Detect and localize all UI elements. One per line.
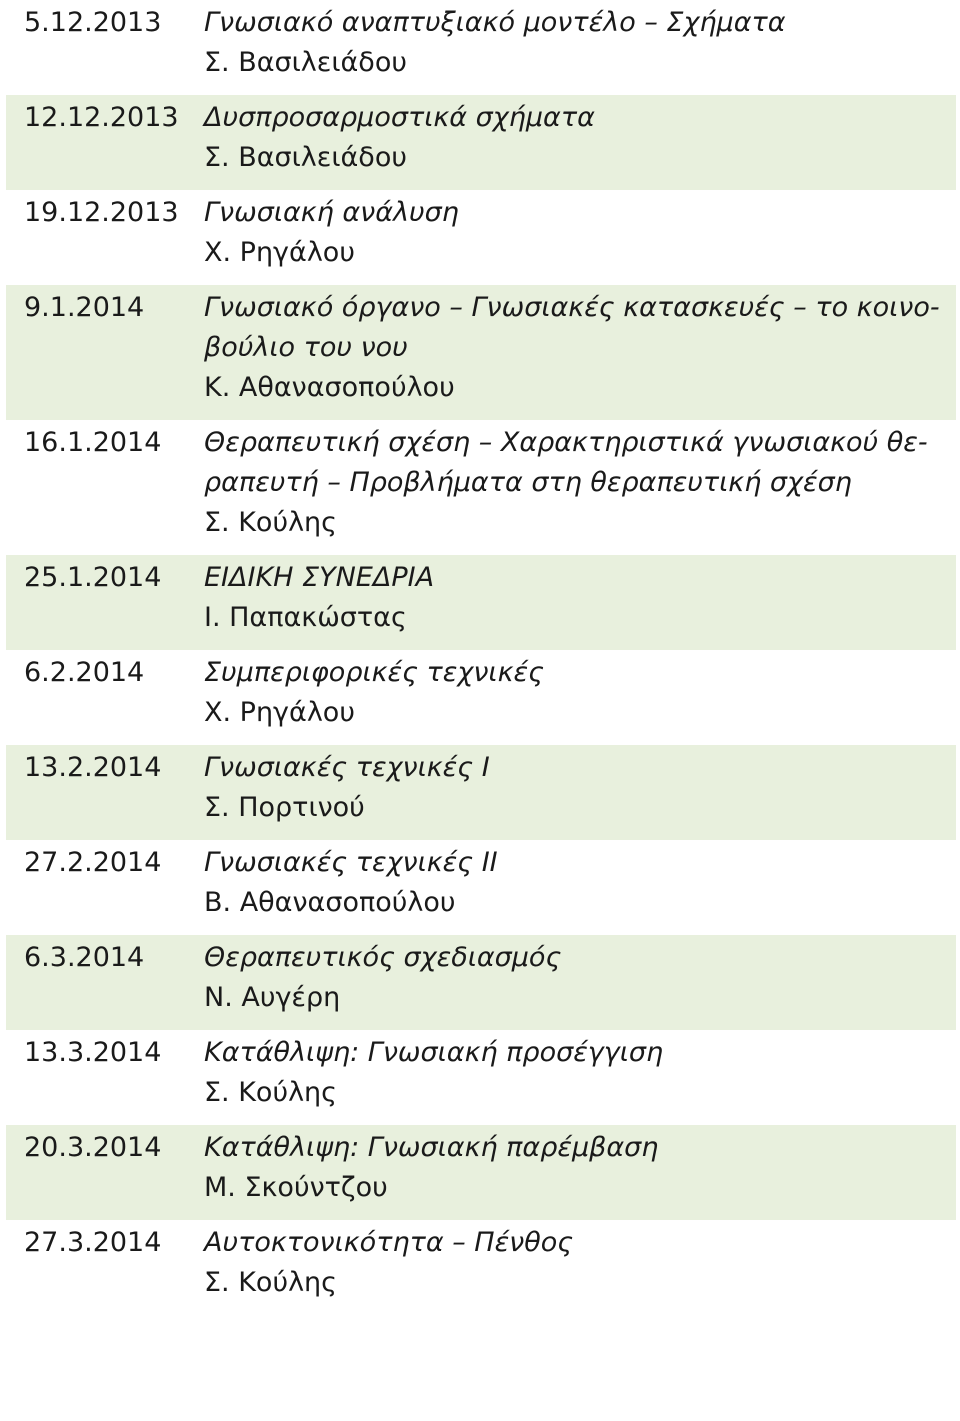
session-date: 19.12.2013	[24, 197, 179, 228]
session-row	[0, 190, 960, 285]
session-title-continued: βούλιο του νου	[204, 332, 408, 363]
session-speaker: Μ. Σκούντζου	[204, 1172, 388, 1203]
session-row	[0, 420, 960, 555]
session-row	[0, 1220, 960, 1315]
session-title: Γνωσιακές τεχνικές ΙΙ	[204, 847, 498, 878]
session-title: Θεραπευτικός σχεδιασμός	[204, 942, 562, 973]
session-date: 13.2.2014	[24, 752, 162, 783]
session-speaker: Β. Αθανασοπούλου	[204, 887, 456, 918]
session-date: 5.12.2013	[24, 7, 162, 38]
session-date: 25.1.2014	[24, 562, 162, 593]
session-speaker: Σ. Κούλης	[204, 1077, 338, 1108]
session-content	[6, 938, 956, 1018]
session-title: Γνωσιακές τεχνικές Ι	[204, 752, 490, 783]
session-speaker: Σ. Κούλης	[204, 1267, 338, 1298]
session-title: Αυτοκτονικότητα – Πένθος	[204, 1227, 574, 1258]
session-title: Θεραπευτική σχέση – Χαρακτηριστικά γνωσιακού θε-	[204, 427, 928, 458]
session-date: 12.12.2013	[24, 102, 179, 133]
session-date: 27.2.2014	[24, 847, 162, 878]
session-row	[6, 935, 956, 1030]
session-row	[6, 285, 956, 420]
session-speaker: Σ. Κούλης	[204, 507, 338, 538]
session-title: Κατάθλιψη: Γνωσιακή προσέγγιση	[204, 1037, 664, 1068]
session-speaker: Ν. Αυγέρη	[204, 982, 341, 1013]
session-row	[6, 1125, 956, 1220]
session-date: 13.3.2014	[24, 1037, 162, 1068]
session-speaker: Σ. Βασιλειάδου	[204, 47, 407, 78]
session-title: Κατάθλιψη: Γνωσιακή παρέμβαση	[204, 1132, 659, 1163]
session-title: Συμπεριφορικές τεχνικές	[204, 657, 544, 688]
session-row	[0, 1030, 960, 1125]
session-date: 16.1.2014	[24, 427, 162, 458]
session-date: 6.2.2014	[24, 657, 145, 688]
session-speaker: Χ. Ρηγάλου	[204, 697, 355, 728]
session-row	[6, 95, 956, 190]
session-date: 27.3.2014	[24, 1227, 162, 1258]
session-speaker: Χ. Ρηγάλου	[204, 237, 355, 268]
session-title: Γνωσιακή ανάλυση	[204, 197, 459, 228]
session-row	[6, 745, 956, 840]
session-date: 9.1.2014	[24, 292, 145, 323]
session-title: ΕΙΔΙΚΗ ΣΥΝΕΔΡΙΑ	[204, 562, 435, 593]
session-row	[0, 650, 960, 745]
session-title: Γνωσιακό αναπτυξιακό μοντέλο – Σχήματα	[204, 7, 786, 38]
session-speaker: Σ. Πορτινού	[204, 792, 365, 823]
session-title: Δυσπροσαρμοστικά σχήματα	[204, 102, 595, 133]
session-title: Γνωσιακό όργανο – Γνωσιακές κατασκευές – το κοινο-	[204, 292, 940, 323]
session-row	[0, 0, 960, 95]
session-speaker: Κ. Αθανασοπούλου	[204, 372, 455, 403]
session-speaker: Ι. Παπακώστας	[204, 602, 407, 633]
session-title-continued: ραπευτή – Προβλήματα στη θεραπευτική σχέση	[204, 467, 852, 498]
session-date: 6.3.2014	[24, 942, 145, 973]
session-content	[6, 288, 956, 408]
session-date: 20.3.2014	[24, 1132, 162, 1163]
session-row	[0, 840, 960, 935]
session-speaker: Σ. Βασιλειάδου	[204, 142, 407, 173]
session-row	[6, 555, 956, 650]
